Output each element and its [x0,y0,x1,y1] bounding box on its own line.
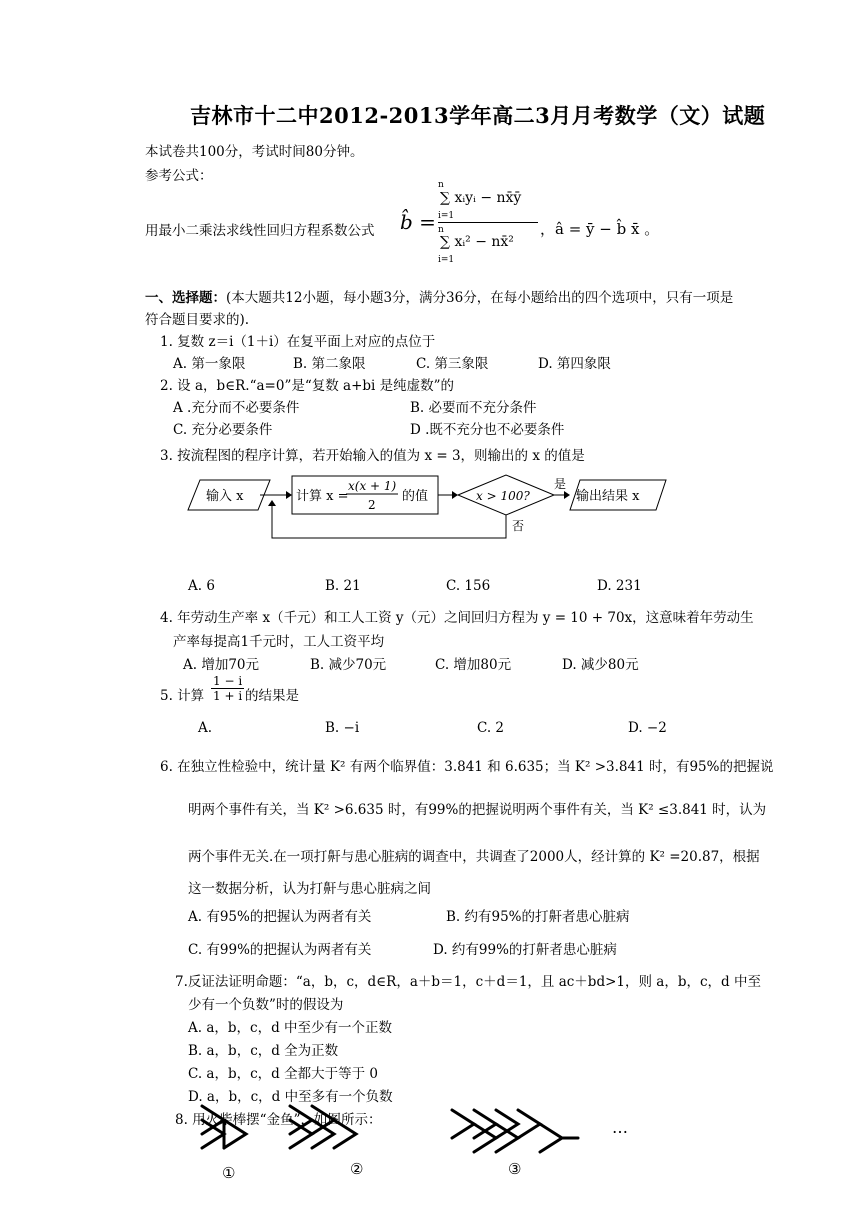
fish-figure-1 [202,1106,246,1148]
q5-option-d: D. −2 [628,720,667,736]
q7-option-a: A. a，b，c，d 中至少有一个正数 [188,1020,393,1036]
q5-fraction [211,674,244,703]
fish-figure-3 [452,1110,578,1152]
q1-option-b: B. 第二象限 [293,356,366,372]
q1-option-a: A. 第一象限 [173,356,246,372]
q8-ellipsis: … [612,1118,628,1137]
q3-option-a: A. 6 [188,578,215,594]
q2-option-d: D .既不充分也不必要条件 [410,422,565,438]
intro-line-1: 本试卷共100分，考试时间80分钟。 [145,144,364,160]
q3-flowchart [180,470,680,545]
q6-line-2: 明两个事件有关，当 K² >6.635 时，有99%的把握说明两个事件有关，当 K² ≤3.841 时，认为 [188,802,767,818]
q7-option-c: C. a，b，c，d 全都大于等于 0 [188,1066,378,1082]
q4-stem-2: 产率每提高1千元时，工人工资平均 [173,634,385,650]
fish-figure-2 [290,1106,356,1148]
q5-frac-numerator: 1 − i [213,674,243,688]
formula-b-denominator: ∑ xᵢ² − nx̄² [440,234,514,250]
flow-calc-suffix: 的值 [402,489,429,504]
flow-no-label: 否 [512,519,525,533]
q7-option-b: B. a，b，c，d 全为正数 [188,1043,339,1059]
q5-stem-suffix: 的结果是 [245,688,299,704]
q6-line-1: 6. 在独立性检验中，统计量 K² 有两个临界值：3.841 和 6.635；当 K² >3.841 时，有95%的把握说 [160,759,774,775]
q4-option-b: B. 减少70元 [310,657,387,673]
q5-stem-prefix: 5. 计算 [160,688,205,704]
formula-sum-bottom-2: i=1 [438,255,455,265]
q8-stem: 8. 用火柴棒摆“金鱼”，如图所示： [175,1112,382,1128]
q6-option-a: A. 有95%的把握认为两者有关 [188,909,372,925]
flow-calc-prefix: 计算 x = [296,489,349,504]
q1-stem: 1. 复数 z＝i（1＋i）在复平面上对应的点位于 [160,334,436,350]
q6-line-4: 这一数据分析，认为打鼾与患心脏病之间 [188,881,431,897]
q3-stem: 3. 按流程图的程序计算，若开始输入的值为 x = 3，则输出的 x 的值是 [160,448,585,464]
q1-option-c: C. 第三象限 [416,356,489,372]
formula-prefix: 用最小二乘法求线性回归方程系数公式 [145,223,375,239]
q2-option-c: C. 充分必要条件 [173,422,273,438]
q4-option-c: C. 增加80元 [435,657,512,673]
intro-line-2: 参考公式： [145,168,213,184]
q7-option-d: D. a，b，c，d 中至多有一个负数 [188,1089,393,1105]
q4-option-a: A. 增加70元 [183,657,260,673]
formula-fraction-bar [438,222,538,223]
q5-option-b: B. −i [325,720,360,736]
formula-sum-top-2: n [438,225,444,235]
q5-option-c: C. 2 [477,720,505,736]
page-title: 吉林市十二中2012-2013学年高二3月月考数学（文）试题 [190,103,766,128]
q5-option-a: A. [198,720,213,736]
q8-label-3: ③ [508,1160,522,1178]
formula-sum-bottom: i=1 [438,211,455,221]
formula-b-hat: b̂ = [400,210,436,234]
q4-stem-1: 4. 年劳动生产率 x（千元）和工人工资 y（元）之间回归方程为 y = 10 + 70x，这意味着年劳动生 [160,610,754,626]
q2-option-b: B. 必要而不充分条件 [410,400,537,416]
section-1-desc-2: 符合题目要求的). [145,312,250,328]
q8-label-1: ① [222,1164,236,1182]
q6-option-b: B. 约有95%的打鼾者患心脏病 [446,909,630,925]
section-1-desc: (本大题共12小题，每小题3分，满分36分，在每小题给出的四个选项中，只有一项是 [226,290,734,306]
q3-option-c: C. 156 [446,578,491,594]
section-1-heading: 一、选择题： [145,290,226,306]
flow-calc-denominator: 2 [368,498,376,512]
q6-option-d: D. 约有99%的打鼾者患心脏病 [433,942,617,958]
flow-output-label: 输出结果 x [576,489,640,504]
formula-b-numerator: ∑ xᵢyᵢ − nx̄ȳ [440,190,522,206]
q4-option-d: D. 减少80元 [562,657,639,673]
q8-matchstick-figures [190,1098,650,1158]
flow-input-label: 输入 x [206,489,244,504]
formula-sum-top: n [438,180,444,190]
q3-option-d: D. 231 [597,578,642,594]
q7-line-1: 7.反证法证明命题：“a，b，c，d∈R，a＋b＝1，c＋d＝1，且 ac＋bd>1，则 a，b，c，d 中至 [175,974,761,990]
q3-option-b: B. 21 [325,578,361,594]
formula-a: ，â = ȳ − b̂ x̄ 。 [540,220,660,238]
q8-label-2: ② [350,1160,364,1178]
q1-option-d: D. 第四象限 [538,356,611,372]
section-1-heading-line [145,286,733,306]
q5-frac-denominator: 1 + i [213,689,243,703]
flow-decision-label: x > 100? [476,489,530,503]
flow-yes-label: 是 [554,477,567,491]
q6-option-c: C. 有99%的把握认为两者有关 [188,942,372,958]
flow-calc-numerator: x(x + 1) [348,479,397,493]
formula-b-fraction [438,180,538,265]
q2-stem: 2. 设 a，b∈R.“a=0”是“复数 a+bi 是纯虚数”的 [160,378,455,394]
q7-line-2: 少有一个负数”时的假设为 [188,997,344,1013]
q6-line-3: 两个事件无关.在一项打鼾与患心脏病的调查中，共调查了2000人，经计算的 K² =20.87，根据 [188,849,760,865]
q2-option-a: A .充分而不必要条件 [173,400,300,416]
